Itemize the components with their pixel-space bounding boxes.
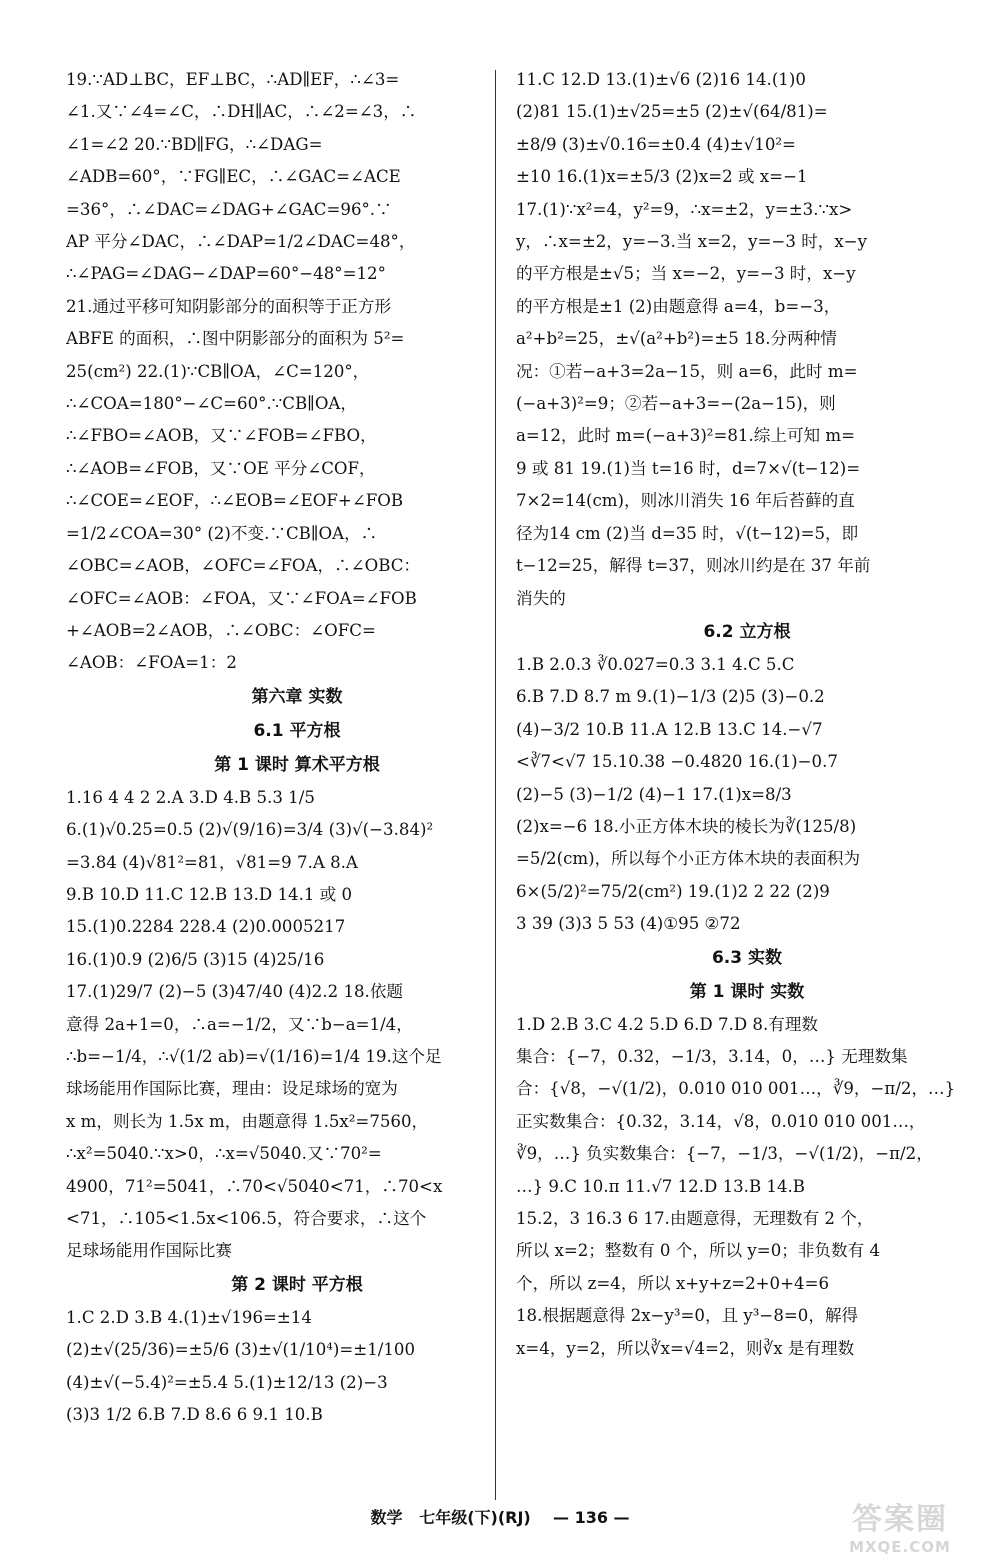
answer-line: ∴b=−1/4，∴√(1/2 ab)=√(1/16)=1/4 19.这个足 (66, 1046, 442, 1066)
watermark-line-1: 答案圈 (852, 1501, 948, 1537)
answer-line: ABFE 的面积，∴图中阴影部分的面积为 5²= (66, 329, 405, 349)
answer-line: ∴∠AOB=∠FOB，又∵OE 平分∠COF， (66, 458, 376, 478)
answer-line: AP 平分∠DAC，∴∠DAP=1/2∠DAC=48°， (66, 232, 416, 252)
answer-line: 个，所以 z=4，所以 x+y+z=2+0+4=6 (516, 1273, 830, 1293)
answer-line: 3 39 (3)3 5 53 (4)①95 ②72 (516, 914, 741, 934)
answer-line: 球场能用作国际比赛，理由：设足球场的宽为 (66, 1079, 398, 1099)
answer-line: ±8/9 (3)±√0.16=±0.4 (4)±√10²= (516, 134, 796, 154)
answer-line: 意得 2a+1=0，∴a=−1/2，又∵b−a=1/4， (66, 1014, 413, 1034)
answer-line: (2)x=−6 18.小正方体木块的棱长为∛(125/8) (516, 816, 857, 836)
answer-line: 15.2，3 16.3 6 17.由题意得，无理数有 2 个， (516, 1209, 874, 1228)
answer-line: (−a+3)²=9；②若−a+3=−(2a−15)，则 (516, 394, 836, 414)
answer-line: 1.D 2.B 3.C 4.2 5.D 6.D 7.D 8.有理数 (516, 1014, 819, 1034)
answer-line: ∴∠FBO=∠AOB，又∵∠FOB=∠FBO， (66, 426, 377, 446)
section-heading: 第六章 实数 (251, 686, 343, 707)
answer-line: 9.B 10.D 11.C 12.B 13.D 14.1 或 0 (66, 884, 353, 904)
answer-line: 况：①若−a+3=2a−15，则 a=6，此时 m= (516, 361, 858, 381)
answer-line: 集合：{−7，0.32，−1/3，3.14，0，…} 无理数集 (516, 1046, 908, 1066)
answer-line: 25(cm²) 22.(1)∵CB∥OA，∠C=120°， (66, 361, 370, 381)
answer-line: 9 或 81 19.(1)当 t=16 时，d=7×√(t−12)= (516, 458, 861, 478)
answer-line: 6×(5/2)²=75/2(cm²) 19.(1)2 2 22 (2)9 (516, 881, 830, 901)
answer-line: ∴∠PAG=∠DAG−∠DAP=60°−48°=12° (66, 264, 386, 284)
answer-line: 16.(1)0.9 (2)6/5 (3)15 (4)25/16 (66, 949, 325, 969)
left-answer-column (66, 64, 528, 1431)
watermark-line-2: MXQE.COM (849, 1537, 951, 1556)
answer-line: ∠OFC=∠AOB：∠FOA，又∵∠FOA=∠FOB (66, 588, 417, 608)
site-watermark-logo (800, 1485, 1000, 1564)
answer-line: 6.B 7.D 8.7 m 9.(1)−1/3 (2)5 (3)−0.2 (516, 687, 825, 707)
right-answer-column (516, 64, 978, 1365)
answer-line: ∴∠COE=∠EOF，∴∠EOB=∠EOF+∠FOB (66, 491, 404, 511)
answer-line: x m，则长为 1.5x m，由题意得 1.5x²=7560， (66, 1111, 429, 1131)
answer-line: ∠OBC=∠AOB，∠OFC=∠FOA，∴∠OBC： (66, 556, 421, 576)
answer-line: (3)3 1/2 6.B 7.D 8.6 6 9.1 10.B (66, 1405, 323, 1425)
section-heading: 第 2 课时 平方根 (231, 1274, 363, 1295)
answer-line: 1.C 2.D 3.B 4.(1)±√196=±14 (66, 1307, 312, 1327)
answer-line: 7×2=14(cm)，则冰川消失 16 年后苔藓的直 (516, 491, 855, 511)
answer-line: 21.通过平移可知阴影部分的面积等于正方形 (66, 296, 392, 316)
answer-line: (2)81 15.(1)±√25=±5 (2)±√(64/81)= (516, 102, 828, 122)
answer-line: 6.(1)√0.25=0.5 (2)√(9/16)=3/4 (3)√(−3.84)² (66, 820, 434, 840)
section-heading: 6.1 平方根 (253, 720, 341, 741)
answer-line: =1/2∠COA=30° (2)不变.∵CB∥OA，∴ (66, 523, 378, 543)
answer-line: y，∴x=±2，y=−3.当 x=2，y=−3 时，x−y (516, 232, 868, 252)
answer-line: =3.84 (4)√81²=81，√81=9 7.A 8.A (66, 852, 358, 872)
footer-grade: 七年级(下)(RJ) (419, 1508, 531, 1527)
answer-line: (4)−3/2 10.B 11.A 12.B 13.C 14.−√7 (516, 719, 823, 739)
answer-line: =5/2(cm)，所以每个小正方体木块的表面积为 (516, 849, 861, 869)
answer-line: ∠1=∠2 20.∵BD∥FG，∴∠DAG= (66, 134, 323, 154)
answer-line: 合：{√8，−√(1/2)，0.010 010 001…，∛9，−π/2，…} (516, 1079, 956, 1099)
answer-line: 17.(1)∵x²=4，y²=9，∴x=±2，y=±3.∵x> (516, 199, 853, 219)
section-heading: 第 1 课时 实数 (689, 981, 805, 1002)
answer-line: 19.∵AD⊥BC，EF⊥BC，∴AD∥EF，∴∠3= (66, 70, 400, 89)
answer-line: =36°，∴∠DAC=∠DAG+∠GAC=96°.∵ (66, 199, 392, 219)
answer-line: 18.根据题意得 2x−y³=0，且 y³−8=0，解得 (516, 1306, 859, 1326)
answer-line: ∠1.又∵∠4=∠C，∴DH∥AC，∴∠2=∠3，∴ (66, 102, 417, 122)
answer-line: 1.B 2.0.3 ∛0.027=0.3 3.1 4.C 5.C (516, 654, 795, 674)
answer-line: (4)±√(−5.4)²=±5.4 5.(1)±12/13 (2)−3 (66, 1372, 388, 1392)
answer-line: 径为14 cm (2)当 d=35 时，√(t−12)=5，即 (516, 523, 859, 543)
answer-line: 正实数集合：{0.32，3.14，√8，0.010 010 001…， (516, 1111, 926, 1131)
answer-line: (2)±√(25/36)=±5/6 (3)±√(1/10⁴)=±1/100 (66, 1340, 416, 1360)
section-heading: 第 1 课时 算术平方根 (214, 754, 380, 775)
answer-line: +∠AOB=2∠AOB，∴∠OBC：∠OFC= (66, 620, 376, 640)
answer-line: 17.(1)29/7 (2)−5 (3)47/40 (4)2.2 18.依题 (66, 982, 404, 1002)
answer-line: t−12=25，解得 t=37，则冰川约是在 37 年前 (516, 556, 871, 576)
answer-line: 的平方根是±1 (2)由题意得 a=4，b=−3， (516, 296, 841, 316)
answer-line: 足球场能用作国际比赛 (66, 1241, 232, 1261)
answer-line: 的平方根是±√5；当 x=−2，y=−3 时，x−y (516, 264, 856, 284)
answer-line: 11.C 12.D 13.(1)±√6 (2)16 14.(1)0 (516, 70, 806, 89)
answer-line: ∛9，…} 负实数集合：{−7，−1/3，−√(1/2)，−π/2， (516, 1144, 933, 1164)
answer-line: <∛7<√7 15.10.38 −0.4820 16.(1)−0.7 (516, 752, 838, 772)
section-heading: 6.2 立方根 (703, 621, 791, 642)
answer-line: a=12，此时 m=(−a+3)²=81.综上可知 m= (516, 426, 856, 446)
answer-line: 消失的 (516, 588, 566, 608)
answer-line: ∠ADB=60°，∵FG∥EC，∴∠GAC=∠ACE (66, 167, 401, 187)
answer-line: 1.16 4 4 2 2.A 3.D 4.B 5.3 1/5 (66, 787, 315, 807)
answer-line: 所以 x=2；整数有 0 个，所以 y=0；非负数有 4 (516, 1241, 881, 1261)
footer-page-number: — 136 — (553, 1508, 630, 1527)
column-divider (495, 70, 496, 1500)
answer-line: ∴x²=5040.∵x>0，∴x=√5040.又∵70²= (66, 1144, 382, 1164)
answer-line: ∴∠COA=180°−∠C=60°.∵CB∥OA， (66, 394, 358, 414)
answer-line: <71，∴105<1.5x<106.5，符合要求，∴这个 (66, 1209, 427, 1228)
section-heading: 6.3 实数 (711, 947, 783, 968)
answer-line: a²+b²=25，±√(a²+b²)=±5 18.分两种情 (516, 329, 837, 349)
answer-line: 15.(1)0.2284 228.4 (2)0.0005217 (66, 917, 346, 937)
answer-line: x=4，y=2，所以∛x=√4=2，则∛x 是有理数 (516, 1338, 855, 1358)
answer-line: …} 9.C 10.π 11.√7 12.D 13.B 14.B (516, 1176, 806, 1196)
answer-line: 4900，71²=5041，∴70<√5040<71，∴70<x (66, 1176, 443, 1196)
footer-subject: 数学 (370, 1508, 403, 1527)
answer-line: (2)−5 (3)−1/2 (4)−1 17.(1)x=8/3 (516, 784, 792, 804)
answer-line: ∠AOB：∠FOA=1：2 (66, 653, 237, 673)
answer-line: ±10 16.(1)x=±5/3 (2)x=2 或 x=−1 (516, 167, 808, 187)
